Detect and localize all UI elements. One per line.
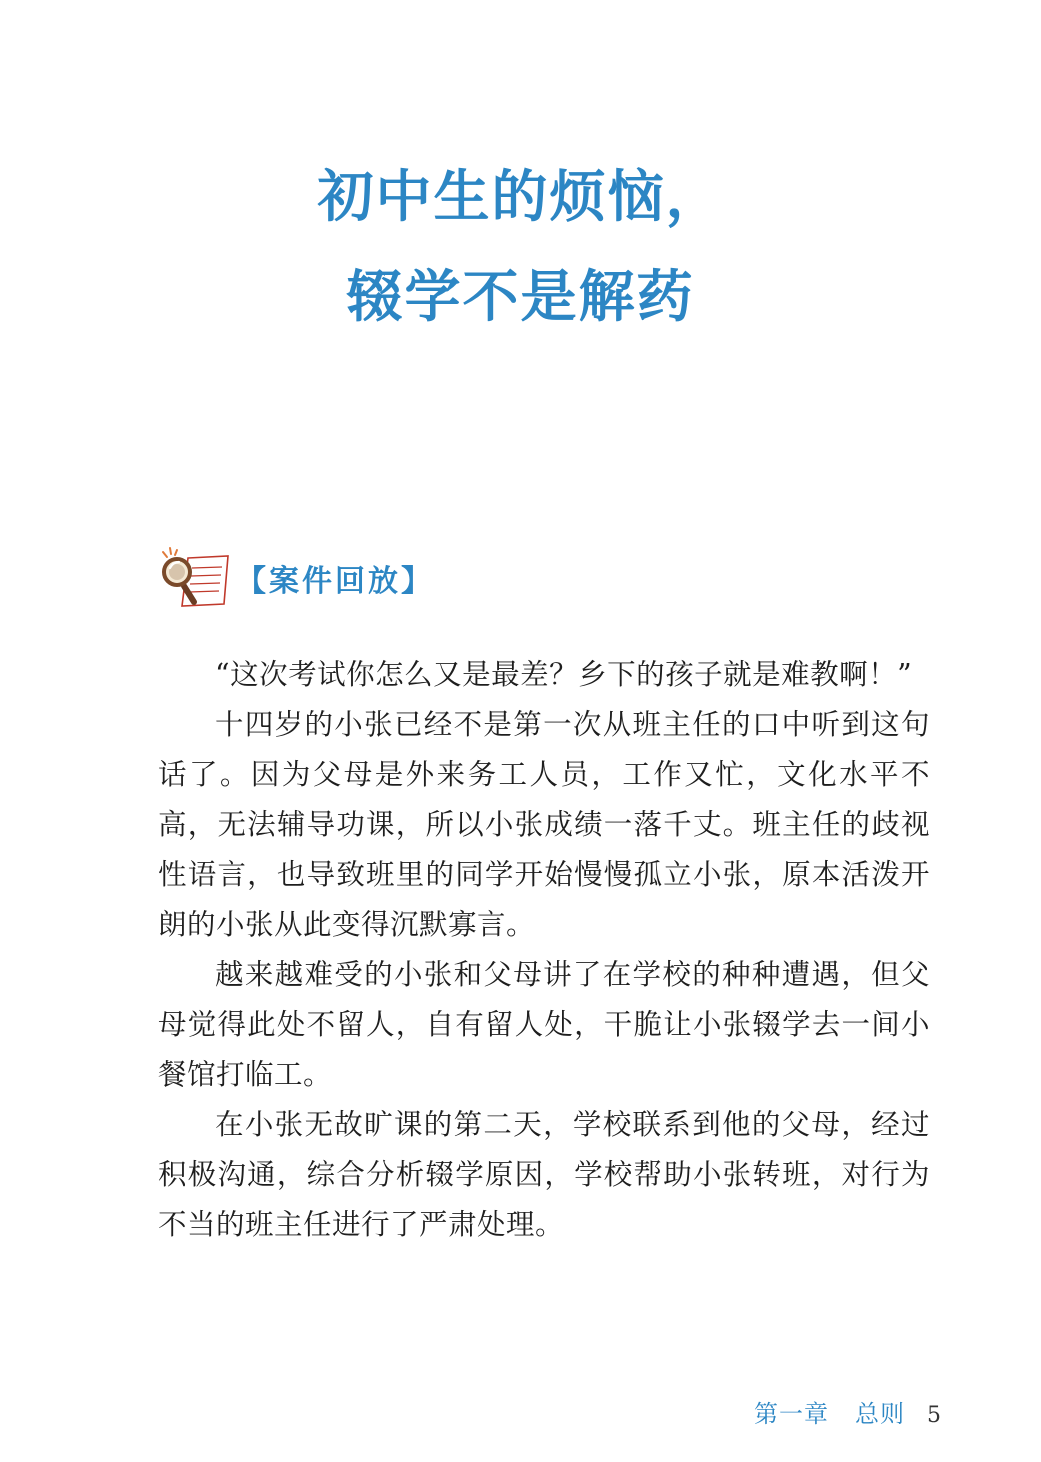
paragraph-4: 在小张无故旷课的第二天，学校联系到他的父母，经过积极沟通，综合分析辍学原因，学校帮助小张转班，对行为不当的班主任进行了严肃处理。 — [158, 1108, 930, 1241]
magnifier-document-icon — [158, 546, 232, 610]
title-line-1: 初中生的烦恼， — [317, 165, 724, 230]
section-label: 【案件回放】 — [236, 564, 434, 599]
footer-chapter: 第一章 — [754, 1400, 829, 1428]
paragraph-1: “这次考试你怎么又是最差？乡下的孩子就是难教啊！” — [215, 658, 913, 691]
title-line-2: 辍学不是解药 — [346, 265, 695, 330]
page-number: 5 — [927, 1403, 941, 1428]
page-footer — [754, 1394, 941, 1429]
section-heading — [158, 546, 434, 610]
article-body — [158, 650, 930, 1250]
paragraph-3: 越来越难受的小张和父母讲了在学校的种种遭遇，但父母觉得此处不留人，自有留人处，干脆让小张辍学去一间小餐馆打临工。 — [158, 958, 930, 1091]
footer-chapter-name: 总则 — [855, 1400, 905, 1428]
paragraph-2: 十四岁的小张已经不是第一次从班主任的口中听到这句话了。因为父母是外来务工人员，工作又忙，文化水平不高，无法辅导功课，所以小张成绩一落千丈。班主任的歧视性语言，也导致班里的同学开始慢慢孤立小张，原本活泼开朗的小张从此变得沉默寡言。 — [158, 708, 930, 941]
page-title — [0, 148, 1041, 348]
